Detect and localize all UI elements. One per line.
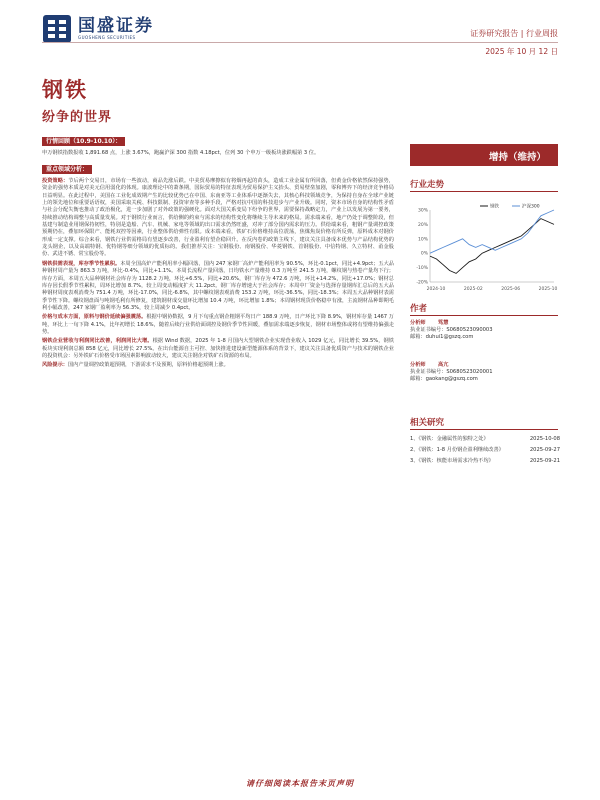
price-text: 根据中钢协数据，9 月下旬重点钢企粗钢平均日产 188.9 万吨，日产环比下降 8.9%，钢材库存量 1467 万吨，环比上一旬下降 4.1%，比年初增长 18.6%，随着后续行业供给面调控及钢价季节性回暖，叠加需求端逐步恢复，钢材市场整体或将有望维持偏强走势。 bbox=[42, 314, 394, 335]
data-paragraph bbox=[42, 261, 394, 312]
report-category bbox=[470, 28, 558, 39]
related-title[interactable]: 3、《钢铁：核能市场需求冷热不均》 bbox=[410, 458, 494, 464]
risk-label: 风险提示： bbox=[42, 362, 68, 369]
email-label: 邮箱： bbox=[410, 334, 426, 340]
report-date: 2025 年 10 月 12 日 bbox=[485, 47, 558, 56]
risk-text: 国内产量调控政策超预期，下游需求不及预期，原料价格超预期上涨。 bbox=[67, 362, 229, 369]
author-block-2 bbox=[410, 362, 560, 383]
investment-label: 钢铁企业营收与利润同比改善，利润同比大增。 bbox=[42, 338, 153, 345]
related-item[interactable] bbox=[410, 456, 560, 467]
investment-paragraph bbox=[42, 338, 394, 360]
rating-label: 增持（维持） bbox=[488, 152, 546, 163]
author-name: 高亢 bbox=[438, 362, 449, 368]
report-kind: 行业周报 bbox=[526, 29, 558, 38]
author-role: 分析师 bbox=[410, 320, 426, 326]
related-rule bbox=[410, 429, 558, 430]
logo-name: 国盛证券 bbox=[78, 16, 154, 36]
cert-label: 执业证书编号： bbox=[410, 369, 447, 375]
related-heading: 相关研究 bbox=[410, 418, 445, 428]
related-title[interactable]: 1、《钢铁：金融属性的独特之处》 bbox=[410, 436, 489, 442]
author-name: 笃慧 bbox=[438, 320, 449, 326]
y-tick-label: 20% bbox=[417, 222, 428, 228]
y-tick-label: 30% bbox=[417, 208, 428, 214]
legend-label: 沪深300 bbox=[522, 204, 540, 210]
author-block-1 bbox=[410, 320, 560, 341]
author-rule bbox=[410, 315, 558, 316]
logo-emblem-icon bbox=[42, 14, 72, 44]
series-line bbox=[430, 210, 554, 253]
strategy-text: 节后两个交易日，市场有一些波动，商品先涨后跌。中美贸易摩擦似有将烟再起的苗头，造成工业金属有所回落，但黄金价格依然保持强势，资金的强势本质是对美元信用弱化的体现。康波理论中的萧条期，国际贸易的特征表现为贸易保护主义抬头、贸易壁垒加剧，零和博弈下的经济竞争格局日益明显。在此过程中，美国在工业化成效期产生的比较优势已在中国、东南亚等工业体系中逐渐失去，其核心科技领域竞争，为保持自身在全球产业链上的领先地位和重要话语权，美国采取关税、科技限制、投资审查等多种手段，严格对抗中国的科技进步与产业升级。同时，资本市场自身的结构性矛盾与社会分配失衡也推动了政治极化，进一步加剧了对外政策的强硬化。面对大国关系变局下纷争的世界，需要保持战略定力，产业上以发展为第一要务，持续推动结构调整与高质量发展。对于钢铁行业而言，供给侧的约束与需求的结构性变化将继续主导未来的格局。需求端来看，地产仍处于调整阶段，但基建与制造业用钢保持韧性，特别是造船、汽车、机械、家电等领域的出口需求仍然旺盛，对冲了部分国内需求的压力。供给端来看，粗钢产量调控政策预期仍在，叠加环保限产、能耗双控等因素，行业整体供给弹性有限。成本端来看，铁矿石价格维持高位震荡，焦煤焦炭价格有所反弹，原料成本对钢价形成一定支撑。综合来看，钢铁行业供需格局有望逐步改善，行业盈利有望企稳回升。在反内卷的政策主线下，建议关注具备成本优势与产品结构优势的龙头钢企，以及高端特钢、优特钢等细分领域的优质标的。我们推荐关注：宝钢股份、南钢股份、华菱钢铁、首钢股份、中信特钢、久立特材、甬金股份、武进不锈、常宝股份等。 bbox=[42, 178, 394, 258]
author-role: 分析师 bbox=[410, 362, 426, 368]
email-label: 邮箱： bbox=[410, 376, 426, 382]
related-date: 2025-09-27 bbox=[529, 447, 560, 453]
x-tick-label: 2025-10 bbox=[538, 287, 558, 292]
related-title[interactable]: 2、《钢铁：1-8 月份钢企盈利继续改善》 bbox=[410, 447, 504, 453]
cert-label: 执业证书编号： bbox=[410, 327, 447, 333]
x-tick-label: 2024-10 bbox=[426, 287, 446, 292]
y-tick-label: -10% bbox=[416, 266, 428, 272]
related-date: 2025-09-21 bbox=[529, 458, 560, 464]
strategy-paragraph bbox=[42, 178, 394, 259]
trend-heading: 行业走势 bbox=[410, 180, 445, 190]
price-paragraph bbox=[42, 314, 394, 336]
report-subtitle: 纷争的世界 bbox=[42, 110, 113, 125]
legend-label: 钢铁 bbox=[490, 204, 499, 210]
series-line bbox=[430, 219, 554, 274]
author-email[interactable]: gaokang@gszq.com bbox=[425, 376, 478, 382]
company-logo bbox=[42, 14, 154, 44]
investment-text: 根据 Wind 数据，2025 年 1-8 月国内大型钢铁企业实现营业收入 1029 亿元，同比增长 39.5%，钢铁板块实现利润总额 858 亿元，同比增长 27.5%。在出台能源自主可控、加快推进建设新型能源体系的背景下，建议关注具备优质资产与技术的钢铁企业的投资机会：另外铁矿石价格受市场因素影响波动较大，建议关注钢企对铁矿石资源的布局。 bbox=[42, 338, 394, 359]
logo-name-en: GUOSHENG SECURITIES bbox=[78, 35, 136, 40]
related-list bbox=[410, 434, 560, 467]
disclaimer-footer: 请仔细阅读本报告末页声明 bbox=[246, 779, 354, 788]
related-item[interactable] bbox=[410, 434, 560, 445]
industry-trend-chart bbox=[408, 200, 564, 300]
separator: | bbox=[520, 29, 524, 38]
strategy-label: 投资策略： bbox=[42, 178, 69, 185]
report-type: 证券研究报告 bbox=[470, 29, 519, 38]
report-title: 钢铁 bbox=[42, 78, 88, 102]
cert-number: S0680523090003 bbox=[446, 327, 493, 333]
rating-box bbox=[410, 144, 558, 166]
data-text: 本周全国高炉产能利用率小幅回落，国内 247 家钢厂高炉产能利用率为 90.5%，环比-0.1pct，同比+4.9pct；五大品种钢材周产量为 863.3 万吨，环比-0.4%，同比+1.1%。本周长流程产量回落，日均铁水产量维持 0.3 万吨至 241.5 万吨，螺纹钢与热卷产量均下行；库存方面，本周五大品种钢材社会库存为 1128.2 万吨，环比+6.5%，同比+20.6%，钢厂库存为 472.6 万吨，环比+14.2%，同比+17.0%；钢材总库存因长假季节性累积，周环比增加 8.7%，较上周变动幅度扩大 11.2pct。钢厂库存增速大于社会库存；本周中厂资金与选择存量钢库汇总后的五大品种钢材周度表观消费为 751.4 万吨，环比-17.0%，同比-6.8%，其中螺纹钢表观消费 153.2 万吨，环比-36.5%，同比-18.3%；本周五大品种钢材表需季节性下降。螺纹钢盘面与吨钢毛利有所修复，建筑钢材成交量环比增加 10.4 万吨，环比增加 1.8%；本周钢材现货价格稳中有涨，主流钢材品种即期毛利小幅改善，247 家钢厂盈利率为 56.3%，较上周减少 0.4pct。 bbox=[42, 260, 394, 311]
trend-rule bbox=[410, 191, 558, 192]
y-tick-label: 10% bbox=[417, 237, 428, 243]
y-tick-label: -20% bbox=[416, 280, 428, 286]
header-divider bbox=[42, 42, 558, 43]
related-item[interactable] bbox=[410, 445, 560, 456]
x-tick-label: 2025-06 bbox=[501, 287, 521, 292]
risk-paragraph bbox=[42, 362, 394, 369]
price-label: 价格与成本方面，原料与钢价延续偏强震荡。 bbox=[42, 314, 147, 321]
section-head-review: 行情回顾（10.9-10.10）： bbox=[42, 137, 125, 146]
x-tick-label: 2025-02 bbox=[463, 287, 483, 292]
cert-number: S0680523020001 bbox=[446, 369, 493, 375]
related-date: 2025-10-08 bbox=[529, 436, 560, 442]
data-label: 钢铁供需表现，库存季节性累积。 bbox=[42, 260, 121, 267]
review-text: 申万钢铁指数报收 1,891.68 点，上涨 3.67%，跑赢沪深 300 指数 4.18pct，位列 30 个申万一级板块涨跌幅第 3 位。 bbox=[42, 150, 320, 157]
author-heading: 作者 bbox=[410, 304, 428, 314]
author-email[interactable]: duhui1@gszq.com bbox=[425, 334, 474, 340]
section-head-focus: 重点领域分析： bbox=[42, 165, 92, 174]
y-tick-label: 0% bbox=[420, 251, 428, 257]
report-body bbox=[42, 137, 394, 372]
